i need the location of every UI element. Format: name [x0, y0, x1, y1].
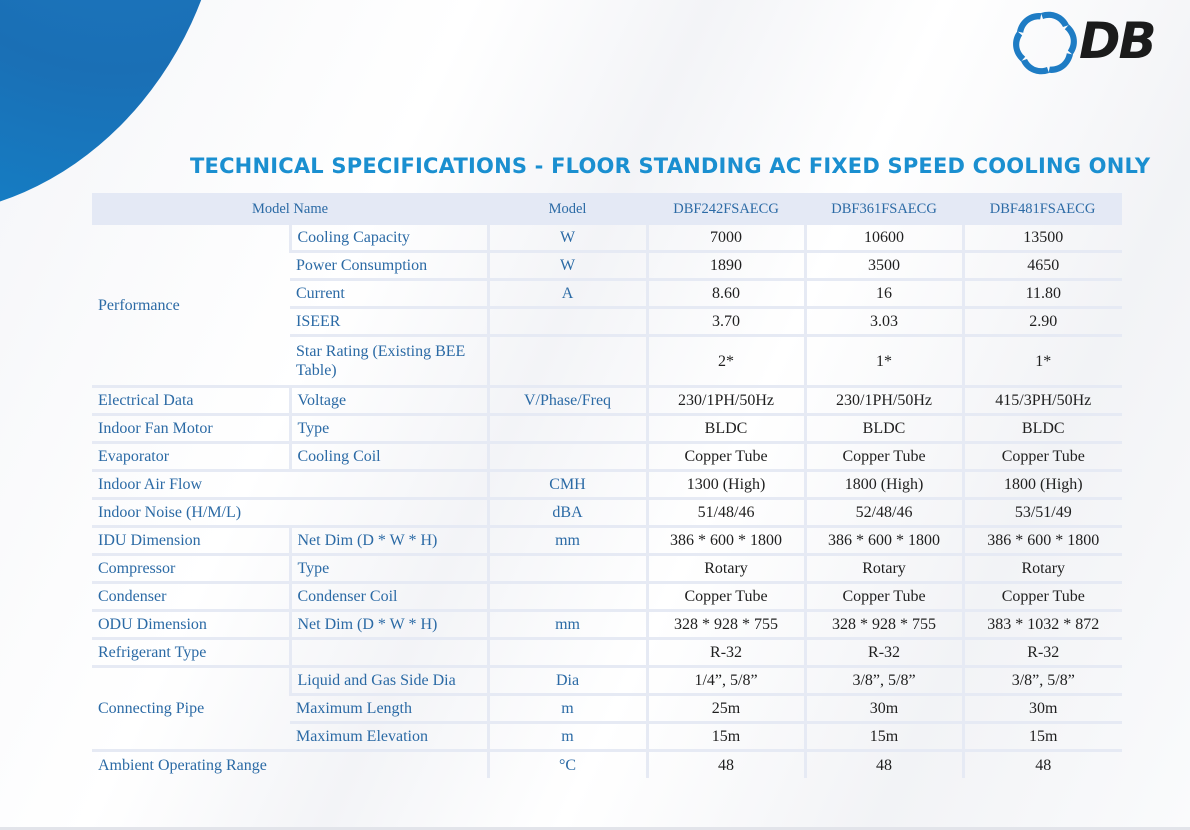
param-label: ISEER — [290, 308, 488, 336]
unit-cell: CMH — [488, 471, 647, 499]
value-cell: 3.70 — [647, 308, 805, 336]
value-cell: R-32 — [805, 639, 963, 667]
value-cell: 51/48/46 — [647, 499, 805, 527]
table-row — [92, 667, 1122, 695]
param-label: Maximum Elevation — [290, 723, 488, 751]
table-row — [92, 499, 1122, 527]
value-cell: 7000 — [647, 225, 805, 252]
unit-cell: V/Phase/Freq — [488, 387, 647, 415]
value-cell: 230/1PH/50Hz — [647, 387, 805, 415]
group-label: Indoor Noise (H/M/L) — [92, 499, 488, 527]
fan-swirl-icon — [1005, 3, 1085, 83]
group-label: Ambient Operating Range — [98, 756, 267, 774]
value-cell: 3.03 — [805, 308, 963, 336]
group-label: Electrical Data — [92, 387, 290, 415]
param-label: Cooling Coil — [290, 443, 488, 471]
unit-cell: A — [488, 280, 647, 308]
param-label — [290, 639, 488, 667]
param-label: Voltage — [290, 387, 488, 415]
value-cell: 1* — [805, 336, 963, 387]
value-cell: Rotary — [805, 555, 963, 583]
table-row — [92, 639, 1122, 667]
value-cell: 1* — [963, 336, 1122, 387]
unit-cell — [488, 336, 647, 387]
value-cell: Copper Tube — [647, 443, 805, 471]
value-cell: 4650 — [963, 252, 1122, 280]
header-model-3: DBF481FSAECG — [963, 193, 1122, 225]
table-row — [92, 583, 1122, 611]
unit-cell: mm — [488, 611, 647, 639]
value-cell: R-32 — [647, 639, 805, 667]
param-label: Power Consumption — [290, 252, 488, 280]
unit-cell: °C — [488, 751, 647, 779]
value-cell: 15m — [805, 723, 963, 751]
unit-cell — [488, 443, 647, 471]
unit-cell: m — [488, 723, 647, 751]
group-label: Indoor Air Flow — [92, 471, 488, 499]
value-cell: BLDC — [647, 415, 805, 443]
value-cell: 2.90 — [963, 308, 1122, 336]
value-cell: 3/8”, 5/8” — [963, 667, 1122, 695]
value-cell: Rotary — [647, 555, 805, 583]
value-cell: 30m — [963, 695, 1122, 723]
param-label: Condenser Coil — [290, 583, 488, 611]
value-cell: 1/4”, 5/8” — [647, 667, 805, 695]
value-cell: 48 — [963, 751, 1122, 779]
table-row — [92, 443, 1122, 471]
param-label: Cooling Capacity — [290, 225, 488, 252]
group-label: ODU Dimension — [92, 611, 290, 639]
value-cell: 386 * 600 * 1800 — [647, 527, 805, 555]
value-cell: BLDC — [805, 415, 963, 443]
header-row — [92, 193, 1122, 225]
value-cell: 48 — [805, 751, 963, 779]
value-cell: 52/48/46 — [805, 499, 963, 527]
table-row — [92, 415, 1122, 443]
unit-cell: mm — [488, 527, 647, 555]
param-label: Liquid and Gas Side Dia — [290, 667, 488, 695]
unit-cell — [488, 555, 647, 583]
unit-cell — [488, 639, 647, 667]
param-label: Net Dim (D * W * H) — [290, 527, 488, 555]
value-cell: 1890 — [647, 252, 805, 280]
unit-cell: W — [488, 225, 647, 252]
group-label: Connecting Pipe — [92, 667, 290, 751]
value-cell: 25m — [647, 695, 805, 723]
table-row — [92, 471, 1122, 499]
value-cell: 11.80 — [963, 280, 1122, 308]
value-cell: R-32 — [963, 639, 1122, 667]
table-row — [92, 387, 1122, 415]
unit-cell — [488, 308, 647, 336]
spec-table — [92, 193, 1122, 778]
header-model-name: Model Name — [92, 193, 488, 225]
value-cell: 16 — [805, 280, 963, 308]
value-cell: 15m — [963, 723, 1122, 751]
value-cell: 53/51/49 — [963, 499, 1122, 527]
value-cell: Copper Tube — [963, 443, 1122, 471]
group-label: IDU Dimension — [92, 527, 290, 555]
value-cell: 30m — [805, 695, 963, 723]
table-row — [92, 555, 1122, 583]
value-cell: 2* — [647, 336, 805, 387]
value-cell: 328 * 928 * 755 — [805, 611, 963, 639]
group-label: Compressor — [92, 555, 290, 583]
value-cell: Copper Tube — [647, 583, 805, 611]
value-cell: 48 — [647, 751, 805, 779]
unit-cell: Dia — [488, 667, 647, 695]
value-cell: 1300 (High) — [647, 471, 805, 499]
page-title: TECHNICAL SPECIFICATIONS - FLOOR STANDING AC FIXED SPEED COOLING ONLY — [190, 154, 1151, 178]
param-label: Maximum Length — [290, 695, 488, 723]
value-cell: 386 * 600 * 1800 — [805, 527, 963, 555]
param-label: Net Dim (D * W * H) — [290, 611, 488, 639]
value-cell: 15m — [647, 723, 805, 751]
group-label: Refrigerant Type — [92, 639, 290, 667]
value-cell: 1800 (High) — [963, 471, 1122, 499]
value-cell: 230/1PH/50Hz — [805, 387, 963, 415]
value-cell: 1800 (High) — [805, 471, 963, 499]
value-cell: 8.60 — [647, 280, 805, 308]
value-cell: Rotary — [963, 555, 1122, 583]
unit-cell — [488, 415, 647, 443]
value-cell: Copper Tube — [805, 443, 963, 471]
group-label: Evaporator — [92, 443, 290, 471]
value-cell: 383 * 1032 * 872 — [963, 611, 1122, 639]
value-cell: BLDC — [963, 415, 1122, 443]
group-label: Performance — [92, 225, 290, 387]
param-label: Type — [290, 555, 488, 583]
table-row — [92, 225, 1122, 252]
value-cell: Copper Tube — [805, 583, 963, 611]
value-cell: Copper Tube — [963, 583, 1122, 611]
table-row — [92, 611, 1122, 639]
param-label: Current — [290, 280, 488, 308]
value-cell: 3/8”, 5/8” — [805, 667, 963, 695]
param-label: Type — [290, 415, 488, 443]
unit-cell: m — [488, 695, 647, 723]
param-label: Star Rating (Existing BEE Table) — [290, 336, 488, 387]
table-row — [92, 751, 1122, 779]
header-model-2: DBF361FSAECG — [805, 193, 963, 225]
value-cell: 13500 — [963, 225, 1122, 252]
value-cell: 328 * 928 * 755 — [647, 611, 805, 639]
header-model-1: DBF242FSAECG — [647, 193, 805, 225]
logo-text: DB — [1079, 12, 1155, 70]
value-cell: 415/3PH/50Hz — [963, 387, 1122, 415]
unit-cell: dBA — [488, 499, 647, 527]
value-cell: 3500 — [805, 252, 963, 280]
value-cell: 10600 — [805, 225, 963, 252]
unit-cell — [488, 583, 647, 611]
group-label: Condenser — [92, 583, 290, 611]
group-label: Indoor Fan Motor — [92, 415, 290, 443]
table-row — [92, 527, 1122, 555]
unit-cell: W — [488, 252, 647, 280]
header-model: Model — [488, 193, 647, 225]
value-cell: 386 * 600 * 1800 — [963, 527, 1122, 555]
brand-logo — [1005, 4, 1175, 82]
